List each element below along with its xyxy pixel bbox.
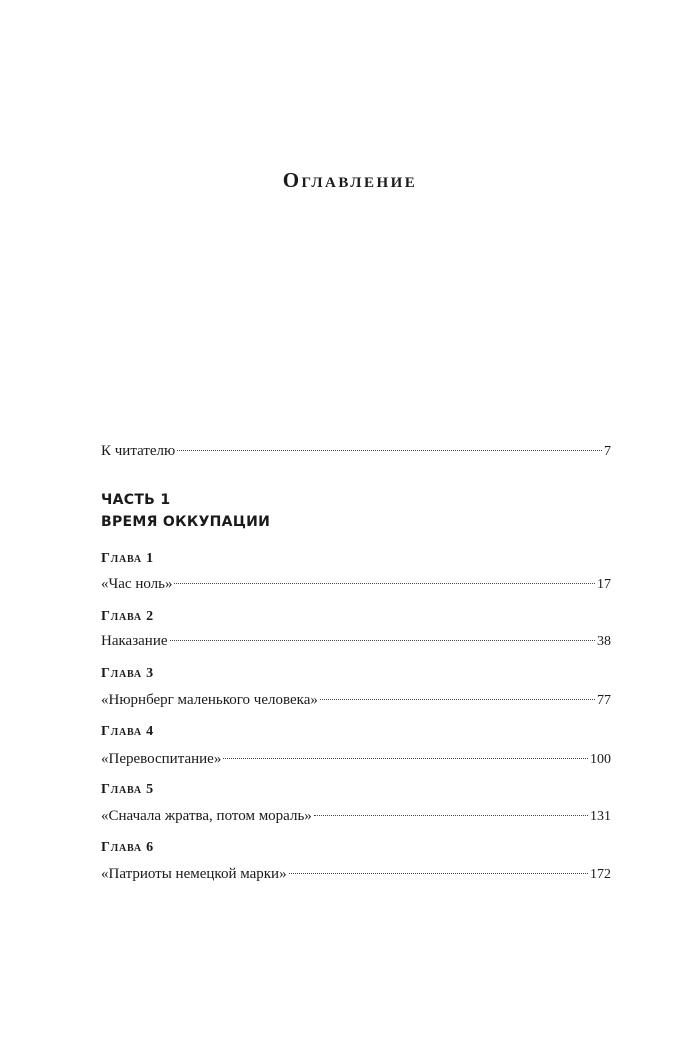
- chapter-label: Глава 4: [101, 724, 154, 739]
- toc-entry-page: 131: [590, 809, 611, 824]
- chapter-label: Глава 5: [101, 782, 154, 797]
- toc-entry-title: «Час ноль»: [101, 576, 173, 592]
- toc-entry-title: «Патриоты немецкой марки»: [101, 866, 287, 882]
- toc-entry-chapter-2[interactable]: [101, 631, 611, 651]
- toc-entry-chapter-4[interactable]: [101, 749, 611, 769]
- dot-leader: [174, 583, 595, 584]
- chapter-label: Глава 6: [101, 840, 154, 855]
- toc-entry-chapter-1[interactable]: [101, 574, 611, 594]
- page-title: Оглавление: [282, 168, 418, 192]
- chapter-label: Глава 3: [101, 666, 154, 681]
- toc-entry-page: 77: [597, 693, 611, 708]
- toc-entry-title: «Нюрнберг маленького человека»: [101, 692, 318, 708]
- chapter-label: Глава 2: [101, 609, 154, 624]
- dot-leader: [177, 450, 602, 451]
- part-title: ВРЕМЯ ОККУПАЦИИ: [101, 514, 271, 530]
- dot-leader: [170, 640, 595, 641]
- toc-entry-chapter-6[interactable]: [101, 864, 611, 884]
- dot-leader: [314, 815, 588, 816]
- toc-entry-title: «Перевоспитание»: [101, 751, 222, 767]
- toc-entry-page: 172: [590, 867, 611, 882]
- toc-entry-page: 17: [597, 577, 611, 592]
- part-label: ЧАСТЬ 1: [101, 492, 171, 508]
- toc-entry-page: 100: [590, 752, 611, 767]
- dot-leader: [223, 758, 588, 759]
- dot-leader: [320, 699, 595, 700]
- chapter-label: Глава 1: [101, 551, 154, 566]
- toc-entry-page: 38: [597, 634, 611, 649]
- toc-entry-page: 7: [604, 444, 611, 459]
- toc-entry-chapter-5[interactable]: [101, 806, 611, 826]
- dot-leader: [289, 873, 588, 874]
- toc-entry-title: Наказание: [101, 633, 168, 649]
- toc-entry-title: К читателю: [101, 443, 176, 459]
- toc-entry-title: «Сначала жратва, потом мораль»: [101, 808, 312, 824]
- toc-entry-chapter-3[interactable]: [101, 690, 611, 710]
- toc-entry-intro[interactable]: [101, 441, 611, 461]
